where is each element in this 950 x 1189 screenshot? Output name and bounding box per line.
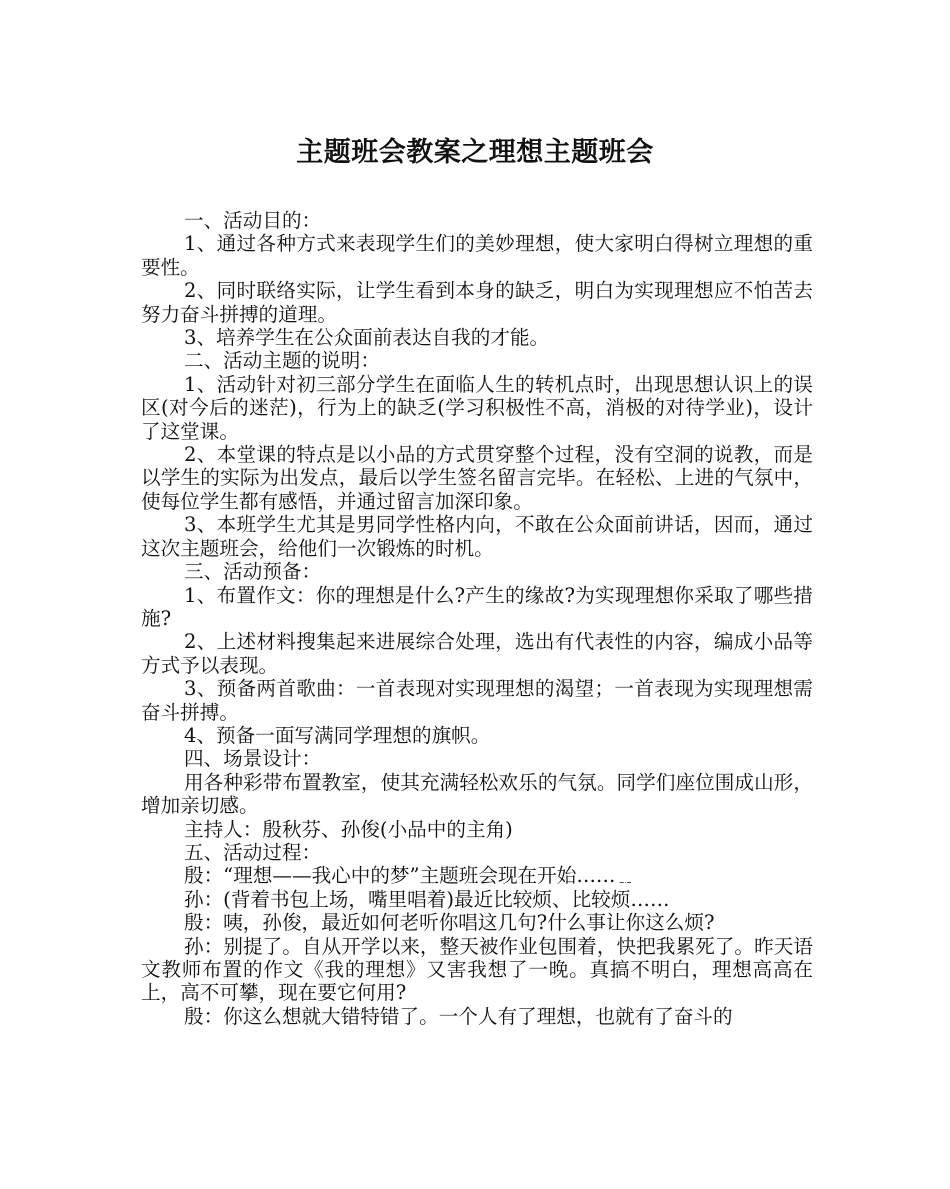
paragraph: 三、活动预备：: [184, 560, 322, 584]
paragraph: 孙：别提了。自从开学以来，整天被作业包围着，快把我累死了。昨天语文教师布置的作文《我的理想》又害我想了一晚。真搞不明白，理想高高在上，高不可攀，现在要它何用?: [141, 934, 813, 1005]
paragraph: 四、场景设计：: [184, 747, 322, 771]
paragraph: 3、培养学生在公众面前表达自我的才能。: [184, 326, 550, 350]
paragraph: 二、活动主题的说明：: [184, 349, 380, 373]
paragraph: 1、活动针对初三部分学生在面临人生的转机点时，出现思想认识上的误区(对今后的迷茫)，行为上的缺乏(学习积极性不高，消极的对待学业)，设计了这堂课。: [141, 372, 813, 443]
paragraph: 2、本堂课的特点是以小品的方式贯穿整个过程，没有空洞的说教，而是以学生的实际为出发点，最后以学生签名留言完毕。在轻松、上进的气氛中，使每位学生都有感悟，并通过留言加深印象。: [141, 443, 813, 513]
paragraph: 3、预备两首歌曲：一首表现对实现理想的渴望；一首表现为实现理想需奋斗拼搏。: [141, 677, 813, 724]
paragraph: 3、本班学生尤其是男同学性格内向，不敢在公众面前讲话，因而，通过这次主题班会，给他们一次锻炼的时机。: [141, 513, 813, 560]
paragraph: 用各种彩带布置教室，使其充满轻松欢乐的气氛。同学们座位围成山形，增加亲切感。: [141, 770, 813, 818]
paragraph: 主持人：殷秋芬、孙俊(小品中的主角): [184, 817, 513, 841]
paragraph: 五、活动过程：: [184, 840, 322, 864]
paragraph: 2、同时联络实际，让学生看到本身的缺乏，明白为实现理想应不怕苦去努力奋斗拼搏的道理。: [141, 279, 813, 326]
paragraph: 殷：“理想——我心中的梦”主题班会现在开始……﹎: [184, 864, 636, 888]
paragraph: 殷：你这么想就大错特错了。一个人有了理想，也就有了奋斗的: [184, 1004, 733, 1028]
paragraph: 1、通过各种方式来表现学生们的美妙理想，使大家明白得树立理想的重要性。: [141, 232, 813, 279]
paragraph: 4、预备一面写满同学理想的旗帜。: [184, 723, 491, 747]
document-body: [141, 209, 813, 1028]
paragraph: 1、布置作文：你的理想是什么?产生的缘故?为实现理想你采取了哪些措施?: [141, 583, 813, 630]
paragraph: 2、上述材料搜集起来进展综合处理，选出有代表性的内容，编成小品等方式予以表现。: [141, 630, 813, 677]
document-title: 主题班会教案之理想主题班会: [296, 137, 654, 168]
paragraph: 孙：(背着书包上场，嘴里唱着)最近比较烦、比较烦……: [184, 887, 670, 911]
paragraph: 一、活动目的：: [184, 209, 322, 232]
paragraph: 殷：咦，孙俊，最近如何老听你唱这几句?什么事让你这么烦?: [184, 911, 715, 935]
